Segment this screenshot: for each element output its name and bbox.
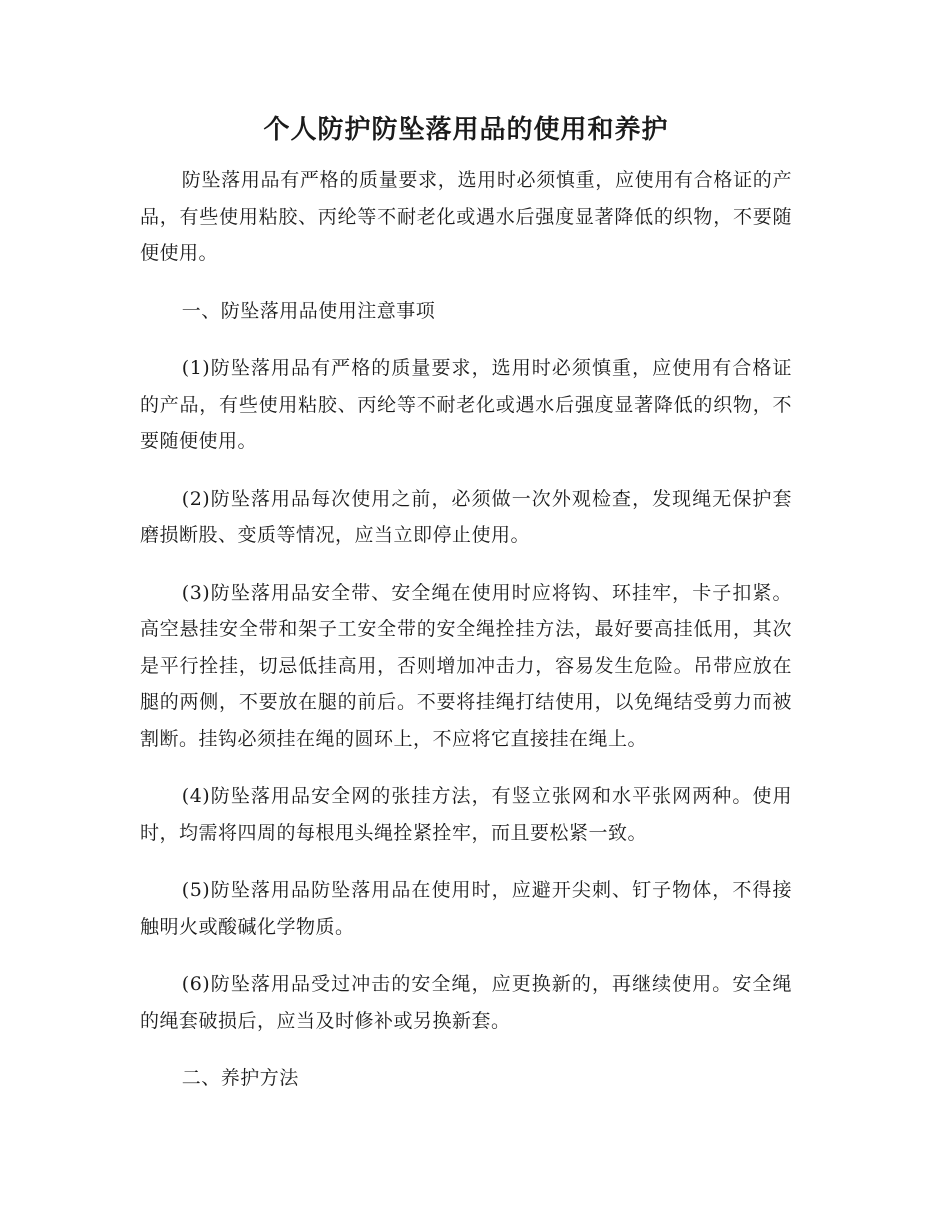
precaution-item-2: (2)防坠落用品每次使用之前，必须做一次外观检查，发现绳无保护套磨损断股、变质等情况，应当立即停止使用。 bbox=[140, 487, 792, 546]
intro-paragraph: 防坠落用品有严格的质量要求，选用时必须慎重，应使用有合格证的产品，有些使用粘胶、丙纶等不耐老化或遇水后强度显著降低的织物，不要随便使用。 bbox=[140, 169, 792, 264]
document-page bbox=[140, 108, 792, 1118]
precaution-item-3: (3)防坠落用品安全带、安全绳在使用时应将钩、环挂牢，卡子扣紧。高空悬挂安全带和架子工安全带的安全绳拴挂方法，最好要高挂低用，其次是平行拴挂，切忌低挂高用，否则增加冲击力，容易发生危险。吊带应放在腿的两侧，不要放在腿的前后。不要将挂绳打结使用，以免绳结受剪力而被割断。挂钩必须挂在绳的圆环上，不应将它直接挂在绳上。 bbox=[140, 581, 792, 750]
section-heading-maintenance: 二、养护方法 bbox=[181, 1067, 299, 1089]
precaution-item-5: (5)防坠落用品防坠落用品在使用时，应避开尖刺、钉子物体，不得接触明火或酸碱化学物质。 bbox=[140, 879, 792, 938]
precaution-item-6: (6)防坠落用品受过冲击的安全绳，应更换新的，再继续使用。安全绳的绳套破损后，应当及时修补或另换新套。 bbox=[140, 973, 792, 1032]
precaution-item-4: (4)防坠落用品安全网的张挂方法，有竖立张网和水平张网两种。使用时，均需将四周的每根甩头绳拴紧拴牢，而且要松紧一致。 bbox=[140, 785, 792, 844]
precaution-item-1: (1)防坠落用品有严格的质量要求，选用时必须慎重，应使用有合格证的产品，有些使用粘胶、丙纶等不耐老化或遇水后强度显著降低的织物，不要随便使用。 bbox=[140, 357, 792, 452]
section-heading-precautions: 一、防坠落用品使用注意事项 bbox=[181, 299, 436, 322]
document-title: 个人防护防坠落用品的使用和养护 bbox=[263, 115, 669, 145]
